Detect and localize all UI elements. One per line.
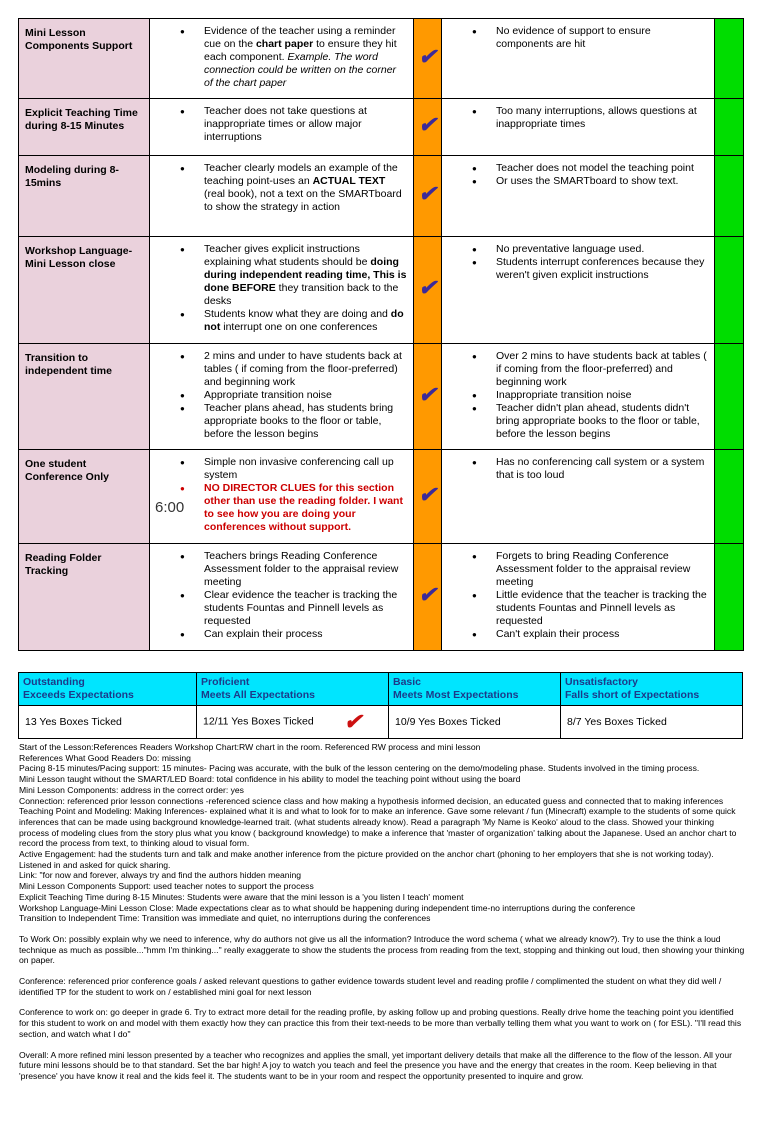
does-not-meet-cell [442,237,715,344]
no-checkbox-cell [715,344,744,450]
criteria-text: 2 mins and under to have students back at tables ( if coming from the floor-preferred) and beginning work [204,350,402,388]
level-outstanding [19,673,197,706]
level-name: Outstanding [23,676,85,688]
criteria-text: Teacher plans ahead, has students bring appropriate books to the floor or table, before the lesson begins [204,402,394,440]
level-unsatisfactory [561,673,743,706]
criteria-bullet [156,350,407,389]
criteria-text: Students know what they are doing and [204,308,391,320]
rubric-row [19,344,744,450]
yes-checkbox-cell [414,344,442,450]
criteria-text: they transition back to the desks [204,282,399,307]
criteria-bullet: ● Teacher didn't plan ahead, students didn't bring appropriate books to the floor or table, before the lesson begins [448,402,708,441]
note-paragraph: Transition to Independent Time: Transition was immediate and quiet, no interruptions during the conferences [19,913,431,924]
no-checkbox-cell [715,450,744,544]
level-basic [389,673,561,706]
rubric-row [19,544,744,651]
scoring-header-row [19,673,743,706]
criteria-bullet: ● Has no conferencing call system or a system that is too loud [448,456,708,482]
meets-criteria-cell [150,156,414,237]
does-not-meet-cell [442,156,715,237]
meets-criteria-cell [150,344,414,450]
meets-criteria-cell [150,544,414,651]
criteria-bullet: ● Over 2 mins to have students back at tables ( if coming from the floor-preferred) and beginning work [448,350,708,389]
rubric-row [19,237,744,344]
criteria-bullet [156,105,407,144]
meets-criteria-cell [150,450,414,544]
criterion-name: One student Conference Only [19,450,150,544]
criteria-text: doing during independent reading time, This is done BEFORE [204,256,407,294]
rubric-row [19,156,744,237]
rubric-row [19,450,744,544]
score-value-unsatisfactory: 8/7 Yes Boxes Ticked [561,706,743,739]
yes-checkbox-cell [414,99,442,156]
level-description: Meets Most Expectations [393,689,519,701]
criteria-bullet [156,162,407,214]
criteria-bullet: ● Too many interruptions, allows questions at inappropriate times [448,105,708,131]
note-paragraph: Mini Lesson taught without the SMART/LED Board: total confidence in his ability to model the teaching point without using the board [19,774,521,785]
level-name: Unsatisfactory [565,676,638,688]
level-description: Falls short of Expectations [565,689,700,701]
rubric-body [19,19,744,651]
note-paragraph: Link: "for now and forever, always try and find the authors hidden meaning [19,870,302,881]
criteria-text: chart paper [255,38,314,50]
note-paragraph: Mini Lesson Components Support: used teacher notes to support the process [19,881,314,892]
notes-spacer [19,997,745,1007]
yes-checkbox-cell [414,156,442,237]
criteria-bullet [156,482,407,534]
notes-spacer [19,966,745,976]
criteria-bullet [156,628,407,641]
criteria-text: Teacher gives explicit instructions explaining what students should be [204,243,371,268]
checkmark-icon: ✔ [418,112,437,137]
level-description: Exceeds Expectations [23,689,134,701]
criteria-bullet: ● Students interrupt conferences because they weren't given explicit instructions [448,256,708,282]
note-paragraph: Conference to work on: go deeper in grade 6. Try to extract more detail for the reading profile, by asking follow up and probing questions. Really drive home the teaching point you identified for this student to work on and model with them exactly how they can practice this from their text-needs to be more than verbally telling them what you want to work on ( for ESL). "I'll read this section, and watch what I do" [19,1007,742,1039]
criteria-bullet: ● Or uses the SMARTboard to show text. [448,175,708,188]
note-paragraph: Overall: A more refined mini lesson presented by a teacher who recognizes and applies the small, yet important delivery details that make all the difference to the flow of the lesson. All your future mini lessons should be to that standard. Set the bar high! A joy to watch you teach and feel the presence you have and the energy that creates in the room. Keep believing in that 'presence' you have know it real and the kids feel it. The students want to be in your room and respect the opportunity presented to inquire and grow. [19,1049,733,1081]
note-paragraph: Teaching Point and Modeling: Making Inferences- explained what it is and what to look for to make an inference. Gave some relevant / fun (Minecraft) example to the students of some quick inferences that can be made using background knowledge-learned trait. (what students already know). Read a paragraph 'My Name is Keoko' aloud to the class. Showed your thinking process of modeling clues from the story plus what you know ( background knowledge) to make a inference that 'master of organization' talking about the Japanese. Used an anchor chart to record the process from text, to thinking aloud to visual form. [19,806,737,849]
note-paragraph: Pacing 8-15 minutes/Pacing support: 15 minutes- Pacing was accurate, with the bulk of the lesson centering on the demo/modeling phase. Students involved in the timing process. [19,763,700,774]
notes-spacer [19,924,745,934]
meets-criteria-cell [150,237,414,344]
criteria-text: Appropriate transition noise [204,389,332,401]
no-checkbox-cell [715,237,744,344]
checkmark-icon: ✔ [343,709,363,735]
score-value-basic: 10/9 Yes Boxes Ticked [389,706,561,739]
level-name: Basic [393,676,422,688]
criteria-text: Teachers brings Reading Conference Assessment folder to the appraisal review meeting [204,550,399,588]
criteria-bullet [156,389,407,402]
does-not-meet-cell [442,544,715,651]
criteria-bullet [156,456,407,482]
criteria-bullet: ● No evidence of support to ensure components are hit [448,25,708,51]
criteria-text: Teacher clearly models an example of the teaching point-uses an [204,162,398,187]
note-paragraph: Conference: referenced prior conference goals / asked relevant questions to gather evidence towards student level and reading profile / complimented the student on what they did well / identified TP for the student to work on / established mini goal for next lesson [19,976,722,997]
note-paragraph: References What Good Readers Do: missing [19,752,191,763]
score-value-text: 12/11 Yes Boxes Ticked [203,715,314,728]
yes-checkbox-cell [414,450,442,544]
rubric-row [19,99,744,156]
director-note: NO DIRECTOR CLUES for this section other than use the reading folder. I want to see how you are doing your conferences without support. [204,482,403,533]
rubric-table [18,18,744,651]
checkmark-icon: ✔ [418,181,437,206]
criteria-bullet: ● Teacher does not model the teaching point [448,162,708,175]
criteria-text: to ensure they hit each component. [204,38,397,63]
checkmark-icon: ✔ [418,43,437,69]
criteria-bullet [156,550,407,589]
observation-notes [19,742,745,1082]
criteria-bullet [156,243,407,308]
criteria-bullet: ● Forgets to bring Reading Conference Assessment folder to the appraisal review meeting [448,550,708,589]
no-checkbox-cell [715,156,744,237]
level-proficient [197,673,389,706]
note-paragraph: Workshop Language-Mini Lesson Close: Made expectations clear as to what should be happening during independent time-no interruptions during the conference [19,902,636,913]
criteria-bullet [156,402,407,441]
score-value-proficient [197,706,389,739]
criterion-name: Modeling during 8-15mins [19,156,150,237]
yes-checkbox-cell [414,237,442,344]
criteria-text: Example. The word connection could be written on the corner of the chart paper [204,51,397,89]
criteria-text: Teacher does not take questions at inappropriate times or allow major interruptions [204,105,367,143]
criteria-text: Clear evidence the teacher is tracking the students Fountas and Pinnell levels as requested [204,589,398,627]
criteria-bullet: ● Little evidence that the teacher is tracking the students Fountas and Pinnell levels as requested [448,589,708,628]
checkmark-icon: ✔ [418,582,437,607]
criterion-name: Transition to independent time [19,344,150,450]
notes-spacer [19,1040,745,1050]
does-not-meet-cell [442,19,715,99]
meets-criteria-cell [150,99,414,156]
criteria-bullet [156,25,407,90]
criteria-text: interrupt one on one conferences [220,321,378,333]
score-value-outstanding: 13 Yes Boxes Ticked [19,706,197,739]
rubric-row [19,19,744,99]
checkmark-icon: ✔ [418,275,437,300]
criteria-bullet [156,308,407,334]
no-checkbox-cell [715,19,744,99]
criterion-name: Reading Folder Tracking [19,544,150,651]
note-paragraph: To Work On: possibly explain why we need to inference, why do authors not give us all the information? Introduce the word schema ( what we already know?). Try to use the think a loud technique as much as possible..."hmm I'm thinking..." really exaggerate to show the students the process from reading from the text, stopping and thinking out loud, then showing your thinking on paper. [19,933,745,966]
criteria-bullet: ● No preventative language used. [448,243,708,256]
checkmark-icon: ✔ [418,481,437,507]
does-not-meet-cell [442,450,715,544]
level-name: Proficient [201,676,250,688]
does-not-meet-cell [442,344,715,450]
criteria-text: Can explain their process [204,628,323,640]
criterion-name: Explicit Teaching Time during 8-15 Minutes [19,99,150,156]
note-paragraph: Active Engagement: had the students turn and talk and make another inference from the picture provided on the anchor chart (phoning to her employers that she is not working today). Listened in and asked for quick sharing. [19,849,714,870]
level-description: Meets All Expectations [201,689,315,701]
criteria-bullet [156,589,407,628]
checkmark-icon: ✔ [418,381,437,407]
criterion-name: Mini Lesson Components Support [19,19,150,99]
note-paragraph: Start of the Lesson:References Readers Workshop Chart:RW chart in the room. Referenced RW process and mini lesson [19,742,481,752]
scoring-table [18,672,743,739]
criteria-bullet: ● Inappropriate transition noise [448,389,708,402]
criteria-text: Simple non invasive conferencing call up system [204,456,394,481]
scoring-values-row [19,706,743,739]
no-checkbox-cell [715,544,744,651]
note-paragraph: Mini Lesson Components: address in the correct order: yes [19,784,244,795]
criteria-text: Evidence of the teacher using a reminder cue on the [204,25,396,50]
criterion-name: Workshop Language-Mini Lesson close [19,237,150,344]
criteria-text: (real book), not a text on the SMARTboard to show the strategy in action [204,188,402,213]
timer-note: 6:00 [155,499,185,516]
criteria-bullet: ● Can't explain their process [448,628,708,641]
note-paragraph: Connection: referenced prior lesson connections -referenced science class and how making a hypothesis informed decision, an educated guess and connected that to making inferences [19,795,724,806]
no-checkbox-cell [715,99,744,156]
does-not-meet-cell [442,99,715,156]
criteria-text: do not [204,308,404,333]
yes-checkbox-cell [414,19,442,99]
criteria-text: ACTUAL TEXT [312,175,386,187]
meets-criteria-cell [150,19,414,99]
note-paragraph: Explicit Teaching Time during 8-15 Minutes: Students were aware that the mini lesson is a 'you listen I teach' moment [19,891,464,902]
yes-checkbox-cell [414,544,442,651]
